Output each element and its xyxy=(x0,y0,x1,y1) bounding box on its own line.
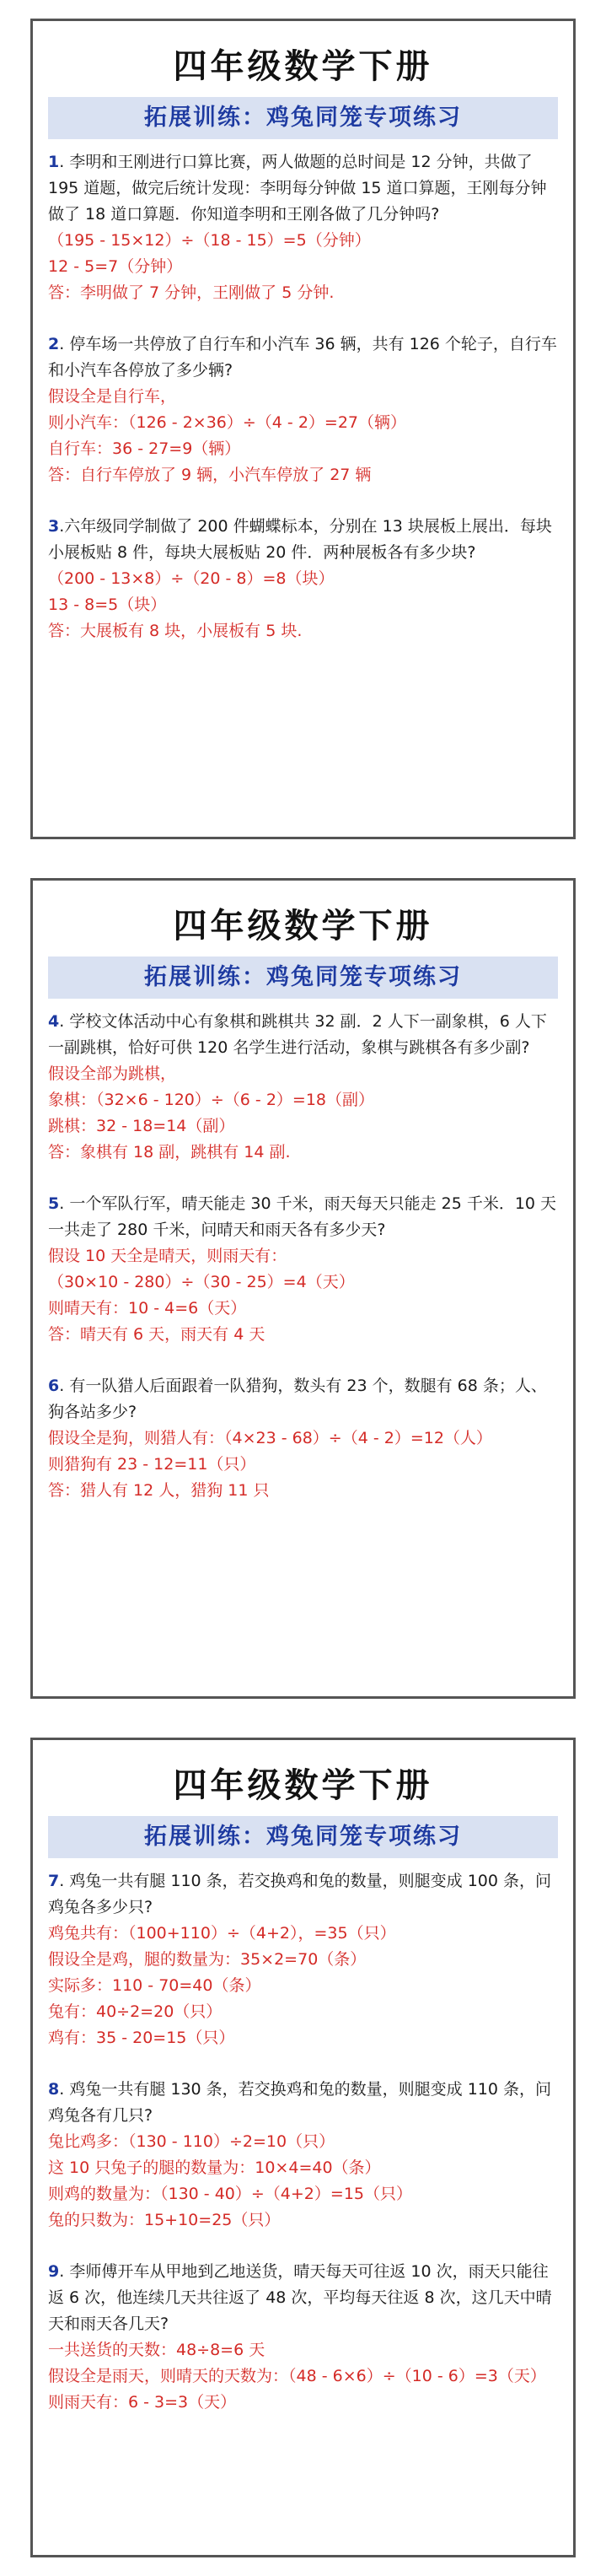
page-subtitle: 拓展训练：鸡兔同笼专项练习 xyxy=(48,97,558,139)
problem-number: 9 xyxy=(48,2262,60,2281)
solution-line: 假设全是自行车， xyxy=(48,387,177,406)
solution-line: 自行车：36 - 27=9（辆） xyxy=(48,439,241,458)
solution-line: 兔的只数为：15+10=25（只） xyxy=(48,2211,281,2229)
problem-text: . 停车场一共停放了自行车和小汽车 36 辆，共有 126 个轮子，自行车和小汽车各停放了多少辆? xyxy=(48,335,557,380)
solution-line: （200 - 13×8）÷（20 - 8）=8（块） xyxy=(48,569,335,588)
problem-number: 5 xyxy=(48,1194,60,1213)
solution-line: （195 - 15×12）÷（18 - 15）=5（分钟） xyxy=(48,231,371,250)
problem-number: 3 xyxy=(48,517,60,536)
problem-question xyxy=(48,1373,558,1425)
problem-text: . 李师傅开车从甲地到乙地送货，晴天每天可往返 10 次，雨天只能往返 6 次，他连续几天共往返了 48 次，平均每天往返 8 次，这几天中晴天和雨天各几天? xyxy=(48,2262,552,2333)
problem-text: . 鸡兔一共有腿 130 条，若交换鸡和兔的数量，则腿变成 110 条，问鸡兔各有几只? xyxy=(48,2080,552,2125)
solution-line: 13 - 8=5（块） xyxy=(48,595,167,614)
problem-number: 4 xyxy=(48,1012,60,1031)
problem-text: . 有一队猎人后面跟着一队猎狗，数头有 23 个，数腿有 68 条；人、狗各站多少? xyxy=(48,1377,547,1421)
problem-7 xyxy=(48,1868,558,2051)
problem-question xyxy=(48,331,558,384)
solution-answer: 答：晴天有 6 天，雨天有 4 天 xyxy=(48,1325,265,1344)
problem-text: .六年级同学制做了 200 件蝴蝶标本，分别在 13 块展板上展出．每块小展板贴 8 件，每块大展板贴 20 件．两种展板各有多少块? xyxy=(48,517,552,562)
worksheet-page-1 xyxy=(30,19,576,839)
problem-6 xyxy=(48,1373,558,1504)
solution-line: 假设 10 天全是晴天，则雨天有： xyxy=(48,1247,287,1265)
problem-3 xyxy=(48,514,558,644)
problem-5 xyxy=(48,1191,558,1348)
problem-question xyxy=(48,1191,558,1243)
problem-number: 8 xyxy=(48,2080,60,2099)
solution-line: 兔比鸡多：（130 - 110）÷2=10（只） xyxy=(48,2132,335,2151)
problem-text: . 李明和王刚进行口算比赛，两人做题的总时间是 12 分钟，共做了 195 道题，做完后统计发现：李明每分钟做 15 道口算题，王刚每分钟做了 18 道口算题．你知道李明和王刚各做了几分钟吗? xyxy=(48,153,547,224)
page-subtitle: 拓展训练：鸡兔同笼专项练习 xyxy=(48,1816,558,1858)
solution-line: 则小汽车：（126 - 2×36）÷（4 - 2）=27（辆） xyxy=(48,413,407,432)
page-title: 四年级数学下册 xyxy=(173,1765,433,1805)
solution-answer: 答：象棋有 18 副，跳棋有 14 副. xyxy=(48,1143,291,1161)
problem-number: 2 xyxy=(48,335,60,353)
problem-question xyxy=(48,1868,558,1921)
problem-number: 7 xyxy=(48,1872,60,1890)
solution-line: 兔有：40÷2=20（只） xyxy=(48,2002,223,2021)
page-title: 四年级数学下册 xyxy=(173,46,433,86)
solution-answer: 答：自行车停放了 9 辆，小汽车停放了 27 辆 xyxy=(48,466,372,484)
solution-line: 象棋：（32×6 - 120）÷（6 - 2）=18（副） xyxy=(48,1091,375,1109)
solution-line: 假设全部为跳棋， xyxy=(48,1064,177,1083)
problem-9 xyxy=(48,2259,558,2416)
problem-question xyxy=(48,149,558,228)
solution-line: 则雨天有：6 - 3=3（天） xyxy=(48,2393,237,2412)
solution-line: （30×10 - 280）÷（30 - 25）=4（天） xyxy=(48,1273,355,1291)
solution-line: 假设全是鸡，腿的数量为：35×2=70（条） xyxy=(48,1950,367,1969)
solution-line: 一共送货的天数：48÷8=6 天 xyxy=(48,2341,265,2359)
worksheet-page-2 xyxy=(30,878,576,1699)
problem-question xyxy=(48,1009,558,1061)
problem-4 xyxy=(48,1009,558,1166)
solution-line: 假设全是狗，则猎人有：（4×23 - 68）÷（4 - 2）=12（人） xyxy=(48,1429,492,1447)
solution-line: 12 - 5=7（分钟） xyxy=(48,257,183,276)
page-title: 四年级数学下册 xyxy=(173,906,433,946)
solution-line: 这 10 只兔子的腿的数量为：10×4=40（条） xyxy=(48,2158,381,2177)
problem-question xyxy=(48,514,558,566)
problem-text: . 一个军队行军，晴天能走 30 千米，雨天每天只能走 25 千米．10 天一共走了 280 千米，问晴天和雨天各有多少天? xyxy=(48,1194,557,1239)
problem-question xyxy=(48,2259,558,2337)
solution-answer: 答：李明做了 7 分钟，王刚做了 5 分钟. xyxy=(48,283,335,302)
problem-text: . 学校文体活动中心有象棋和跳棋共 32 副．2 人下一副象棋，6 人下一副跳棋，恰好可供 120 名学生进行活动，象棋与跳棋各有多少副? xyxy=(48,1012,547,1057)
solution-line: 则鸡的数量为：（130 - 40）÷（4+2）=15（只） xyxy=(48,2185,412,2203)
problem-8 xyxy=(48,2077,558,2234)
problem-question xyxy=(48,2077,558,2129)
solution-line: 假设全是雨天，则晴天的天数为：（48 - 6×6）÷（10 - 6）=3（天） xyxy=(48,2367,546,2385)
problem-2 xyxy=(48,331,558,488)
problem-number: 1 xyxy=(48,153,60,171)
solution-answer: 答：猎人有 12 人，猎狗 11 只 xyxy=(48,1481,270,1500)
solution-answer: 答：大展板有 8 块，小展板有 5 块. xyxy=(48,622,303,640)
problem-1 xyxy=(48,149,558,306)
worksheet-page-3 xyxy=(30,1738,576,2557)
solution-line: 则猎狗有 23 - 12=11（只） xyxy=(48,1455,256,1474)
problem-text: . 鸡兔一共有腿 110 条，若交换鸡和兔的数量，则腿变成 100 条，问鸡兔各多少只? xyxy=(48,1872,552,1916)
solution-line: 则晴天有：10 - 4=6（天） xyxy=(48,1299,247,1318)
solution-line: 实际多：110 - 70=40（条） xyxy=(48,1976,261,1995)
solution-line: 鸡兔共有：（100+110）÷（4+2），=35（只） xyxy=(48,1924,396,1943)
problem-number: 6 xyxy=(48,1377,60,1395)
solution-line: 鸡有：35 - 20=15（只） xyxy=(48,2029,235,2047)
page-subtitle: 拓展训练：鸡兔同笼专项练习 xyxy=(48,957,558,999)
solution-line: 跳棋：32 - 18=14（副） xyxy=(48,1117,235,1135)
